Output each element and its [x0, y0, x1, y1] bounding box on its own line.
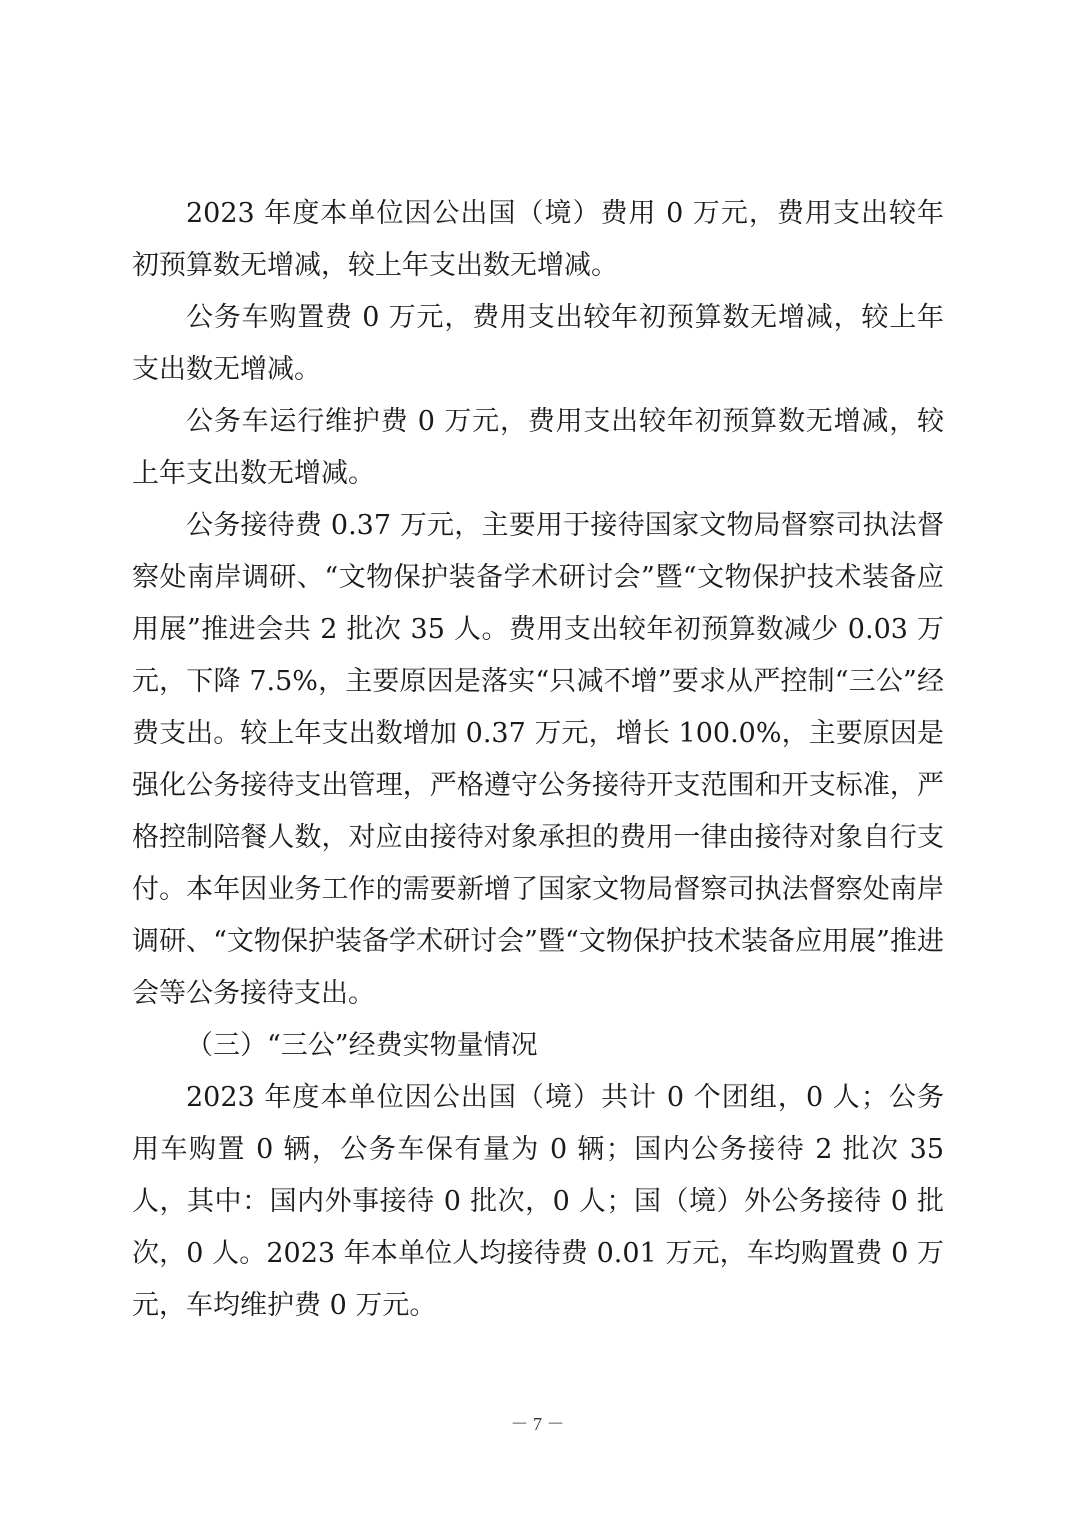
paragraph-official-reception: 公务接待费 0.37 万元，主要用于接待国家文物局督察司执法督察处南岸调研、“文物保护装备学术研讨会”暨“文物保护技术装备应用展”推进会共 2 批次 35 人。费用支出较年初预算数减少 0.03 万元，下降 7.5%，主要原因是落实“只减不增”要求从严控制“三公”经费支出。较上年支出数增加 0.37 万元，增长 100.0%，主要原因是强化公务接待支出管理，严格遵守公务接待开支范围和开支标准，严格控制陪餐人数，对应由接待对象承担的费用一律由接待对象自行支付。本年因业务工作的需要新增了国家文物局督察司执法督察处南岸调研、“文物保护装备学术研讨会”暨“文物保护技术装备应用展”推进会等公务接待支出。	[132, 510, 944, 1009]
page-number: － 7 －	[510, 1414, 565, 1434]
paragraph-overseas-travel: 2023 年度本单位因公出国（境）费用 0 万元，费用支出较年初预算数无增减，较上年支出数无增减。	[132, 198, 944, 281]
paragraph-physical-quantities: 2023 年度本单位因公出国（境）共计 0 个团组，0 人；公务用车购置 0 辆，公务车保有量为 0 辆；国内公务接待 2 批次 35 人，其中：国内外事接待 0 批次，0 人；国（境）外公务接待 0 批次，0 人。2023 年本单位人均接待费 0.01 万元，车均购置费 0 万元，车均维护费 0 万元。	[132, 1082, 944, 1321]
section-heading: （三）“三公”经费实物量情况	[186, 1030, 538, 1061]
paragraph-vehicle-maintenance: 公务车运行维护费 0 万元，费用支出较年初预算数无增减，较上年支出数无增减。	[132, 406, 944, 489]
paragraph-vehicle-purchase: 公务车购置费 0 万元，费用支出较年初预算数无增减，较上年支出数无增减。	[132, 302, 944, 385]
body-text	[132, 188, 944, 1332]
